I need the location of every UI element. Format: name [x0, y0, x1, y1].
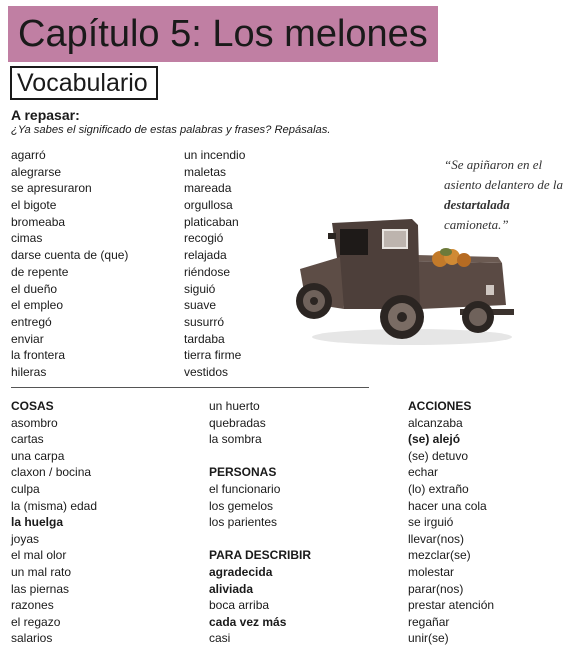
vocab-word: un huerto	[209, 399, 260, 413]
vocab-word: hileras	[11, 364, 47, 379]
vocab-word: el dueño	[11, 281, 58, 296]
section-divider	[11, 387, 369, 388]
vocab-word: riéndose	[184, 264, 231, 279]
vocab-word: cimas	[11, 231, 43, 246]
vocab-word: enviar	[11, 331, 44, 346]
vocab-word: regañar	[408, 614, 450, 629]
repasar-subtitle: ¿Ya sabes el significado de estas palabras y frases? Repásalas.	[11, 124, 331, 136]
vocab-word-bold: la huelga	[11, 515, 64, 530]
section-heading-vocabulario: Vocabulario	[10, 66, 158, 100]
vocab-word: vestidos	[184, 364, 229, 379]
quote-text-start: “Se apiñaron en el asiento delantero de la	[444, 157, 564, 192]
vocab-word: se irguió	[408, 515, 454, 530]
acciones-heading: ACCIONES	[408, 399, 472, 413]
repasar-column-1	[11, 147, 128, 381]
vocab-word: el funcionario	[209, 481, 281, 496]
vocab-word: maletas	[184, 164, 227, 179]
vocab-word: se apresuraron	[11, 181, 92, 196]
vocab-word: asombro	[11, 415, 58, 430]
vocab-word: (se) detuvo	[408, 448, 469, 463]
vocab-word: la (misma) edad	[11, 498, 98, 513]
acciones-column	[408, 398, 494, 647]
vocab-word-bold: aliviada	[209, 581, 254, 596]
vocab-word: mareada	[184, 181, 232, 196]
column-spacer	[209, 531, 311, 548]
describir-heading: PARA DESCRIBIR	[209, 548, 312, 563]
vocab-word: (lo) extraño	[408, 481, 469, 496]
vocab-word: entregó	[11, 314, 52, 329]
vocab-word-bold: (se) alejó	[408, 432, 461, 447]
vocab-word: joyas	[11, 531, 40, 546]
vocab-word: llevar(nos)	[408, 531, 465, 546]
vocab-word: quebradas	[209, 415, 266, 430]
vocab-word: culpa	[11, 481, 40, 496]
vocab-word: tierra firme	[184, 348, 242, 363]
vocab-word: casi	[209, 631, 231, 646]
vocab-word: un incendio	[184, 148, 246, 162]
vocab-word: alcanzaba	[408, 415, 463, 430]
cosas-column	[11, 398, 97, 647]
vocab-word: recogió	[184, 231, 224, 246]
vocab-word: un mal rato	[11, 564, 72, 579]
truck-icon	[292, 205, 520, 349]
quote-text-end: camioneta.”	[444, 217, 509, 232]
column-spacer	[209, 448, 311, 465]
personas-heading: PERSONAS	[209, 465, 277, 480]
vocab-word: salarios	[11, 631, 53, 646]
vocab-word: susurró	[184, 314, 225, 329]
vocab-word: tardaba	[184, 331, 225, 346]
repasar-column-2	[184, 147, 245, 381]
cosas-heading: COSAS	[11, 399, 54, 413]
vocab-word: el mal olor	[11, 548, 67, 563]
quote-bold-word: destartalada	[444, 197, 510, 212]
vocab-word: agarró	[11, 148, 46, 162]
vocab-word: darse cuenta de (que)	[11, 248, 129, 263]
vocab-word: claxon / bocina	[11, 465, 92, 480]
vocab-word: los gemelos	[209, 498, 274, 513]
vocab-word: boca arriba	[209, 598, 270, 613]
vocab-word: bromeaba	[11, 214, 66, 229]
title-bar	[8, 6, 438, 62]
vocab-word: la sombra	[209, 432, 262, 447]
vocab-word: el regazo	[11, 614, 61, 629]
vocab-word: el empleo	[11, 298, 64, 313]
vocab-word: echar	[408, 465, 439, 480]
vocab-word-bold: agradecida	[209, 564, 273, 579]
vocab-word: las piernas	[11, 581, 70, 596]
vocab-word: prestar atención	[408, 598, 495, 613]
middle-column	[209, 398, 311, 647]
vocab-word: cartas	[11, 432, 44, 447]
vocab-word: razones	[11, 598, 54, 613]
vocab-word: relajada	[184, 248, 227, 263]
vocab-word: orgullosa	[184, 198, 233, 213]
vocab-word: siguió	[184, 281, 216, 296]
vocab-word: la frontera	[11, 348, 66, 363]
vocab-word: mezclar(se)	[408, 548, 471, 563]
vocab-word: suave	[184, 298, 217, 313]
vocab-word: hacer una cola	[408, 498, 487, 513]
chapter-title: Capítulo 5: Los melones	[18, 13, 428, 55]
vocab-word: parar(nos)	[408, 581, 464, 596]
vocab-word: una carpa	[11, 448, 65, 463]
vocab-word: molestar	[408, 564, 455, 579]
repasar-heading: A repasar:	[11, 107, 80, 123]
vocab-word: el bigote	[11, 198, 57, 213]
vocab-word: de repente	[11, 264, 69, 279]
vocab-word: alegrarse	[11, 164, 62, 179]
vocab-word: los parientes	[209, 515, 278, 530]
vocab-word: platicaban	[184, 214, 239, 229]
vocab-word: unir(se)	[408, 631, 449, 646]
vocab-word-bold: cada vez más	[209, 614, 287, 629]
